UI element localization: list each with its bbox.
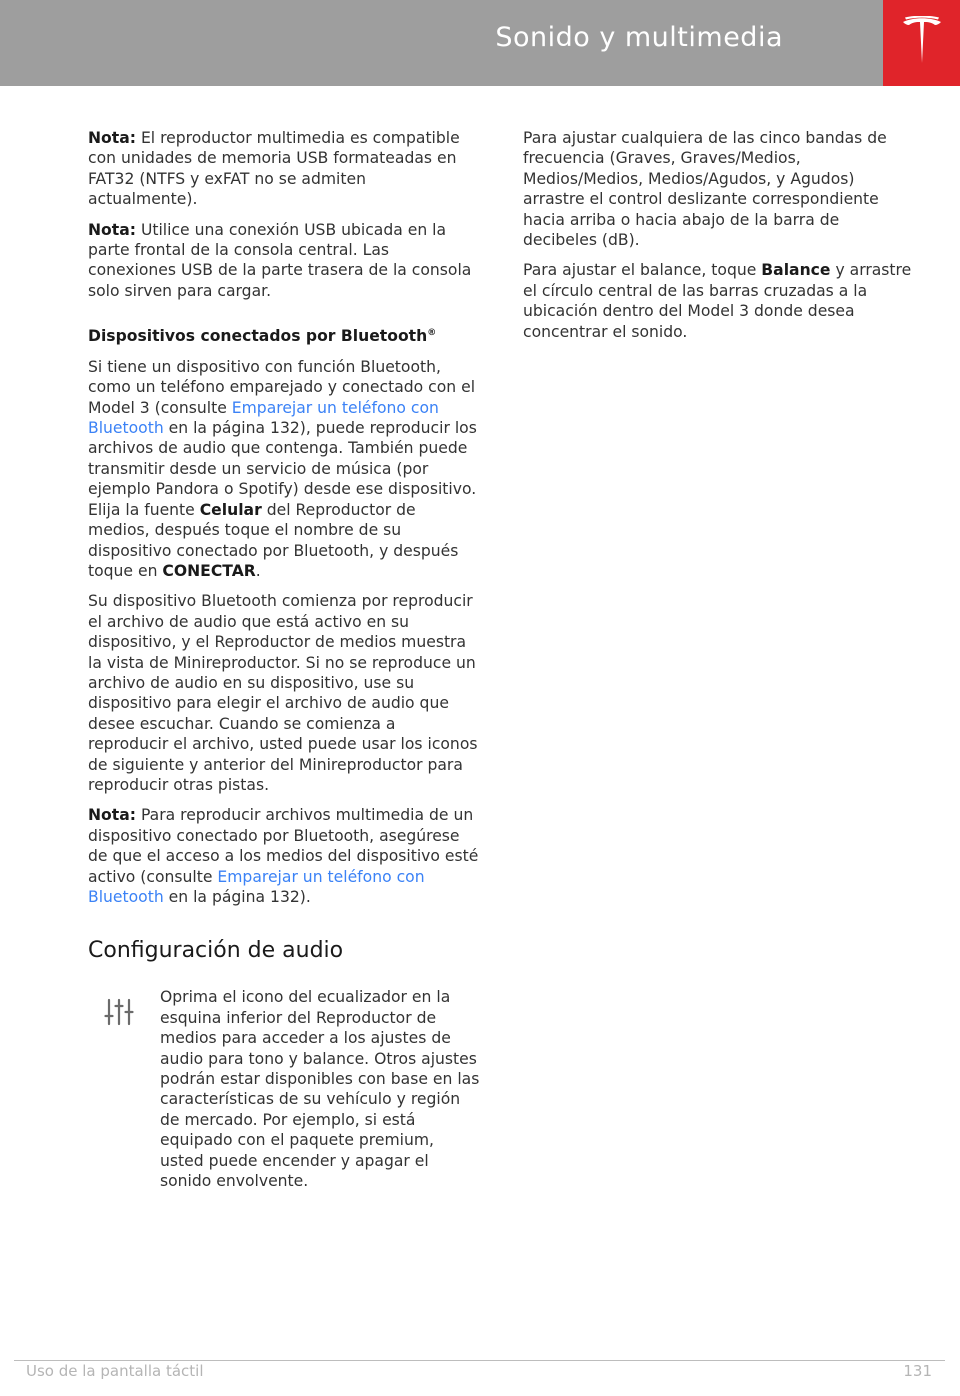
- tesla-logo-icon: [901, 16, 943, 68]
- equalizer-row: [88, 987, 480, 1201]
- bluetooth-paragraph-2: Su dispositivo Bluetooth comienza por reproducir el archivo de audio que está activo en su dispositivo, y el Reproductor de medios muestra la vista de Minireproductor. Si no se reproduce un archivo de audio en su dispositivo, use su dispositivo para elegir el archivo de audio que desee escuchar. Cuando se comienza a reproducir el archivo, usted puede usar los iconos de siguiente y anterior del Minireproductor para reproducir otras pistas.: [88, 592, 478, 794]
- bluetooth-paragraph-1: Si tiene un dispositivo con función Bluetooth, como un teléfono emparejado y conectado con el Model 3 (consulte Emparejar un teléfono con Bluetooth en la página 132), puede reproducir los archivos de audio que contenga. También puede transmitir desde un servicio de música (por ejemplo Pandora o Spotify) desde ese dispositivo. Elija la fuente Celular del Reproductor de medios, después toque el nombre de su dispositivo conectado por Bluetooth, y después toque en CONECTAR.: [88, 357, 477, 580]
- header-bar: [0, 0, 883, 86]
- footer-section: Uso de la pantalla táctil: [26, 1362, 204, 1380]
- left-column: [88, 128, 480, 1201]
- balance-paragraph: Para ajustar el balance, toque Balance y arrastre el círculo central de las barras cruzadas a la ubicación dentro del Model 3 donde desea concentrar el sonido.: [523, 261, 912, 341]
- pair-bluetooth-link-2[interactable]: Emparejar un teléfono con Bluetooth: [88, 867, 425, 906]
- note-usb-format: Nota: El reproductor multimedia es compatible con unidades de memoria USB formateadas en FAT32 (NTFS y exFAT no se admiten actualmente).: [88, 129, 460, 209]
- audio-settings-text: Oprima el icono del ecualizador en la esquina inferior del Reproductor de medios para acceder a los ajustes de audio para tono y balance. Otros ajustes podrán estar disponibles con base en las características de su vehículo y región de mercado. Por ejemplo, si está equipado con el paquete premium, usted puede encender y apagar el sonido envolvente.: [160, 988, 480, 1191]
- right-column: [523, 128, 915, 352]
- page-number: 131: [903, 1362, 932, 1380]
- bluetooth-heading: Dispositivos conectados por Bluetooth®: [88, 327, 437, 346]
- footer-divider: [14, 1360, 945, 1361]
- pair-bluetooth-link[interactable]: Emparejar un teléfono con Bluetooth: [88, 398, 439, 438]
- audio-settings-heading: Configuración de audio: [88, 938, 344, 964]
- brand-logo: [883, 0, 960, 86]
- note-bluetooth-media: Nota: Para reproducir archivos multimedia de un dispositivo conectado por Bluetooth, asegúrese de que el acceso a los medios del dispositivo esté activo (consulte Emparejar un teléfono con Bluetooth en la página 132).: [88, 806, 479, 906]
- page-section-title: Sonido y multimedia: [495, 22, 783, 53]
- frequency-bands-paragraph: Para ajustar cualquiera de las cinco bandas de frecuencia (Graves, Graves/Medios, Medios/Medios, Medios/Agudos, y Agudos) arrastre el control deslizante correspondiente hacia arriba o hacia abajo de la barra de decibeles (dB).: [523, 129, 887, 250]
- note-usb-location: Nota: Utilice una conexión USB ubicada en la parte frontal de la consola central. Las conexiones USB de la parte trasera de la consola solo sirven para cargar.: [88, 220, 472, 300]
- equalizer-icon: [104, 997, 134, 1027]
